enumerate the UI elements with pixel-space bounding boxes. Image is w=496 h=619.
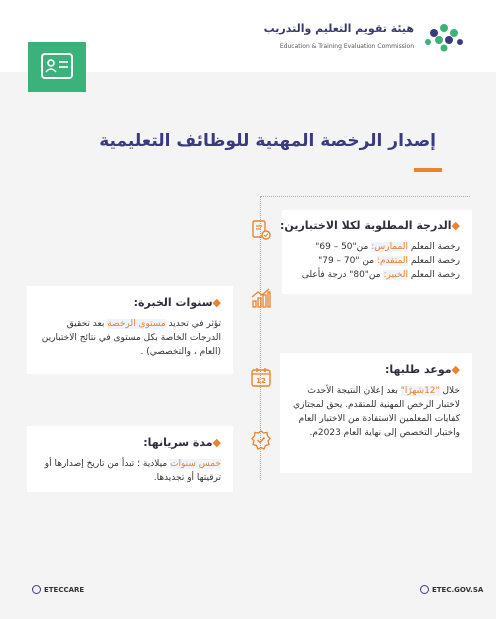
experience-card (27, 286, 233, 374)
degree-row-practitioner: رخصة المعلم الممارس: من"50 – 69" (315, 242, 460, 252)
page-title: إصدار الرخصة المهنية للوظائف التعليمية (99, 131, 436, 151)
calendar-day-number: 12 (256, 377, 266, 385)
degree-card (282, 210, 472, 294)
etec-logo (251, 20, 466, 60)
degree-heading: ◆الدرجة المطلوبة لكلا الاختبارين: (280, 219, 460, 232)
validity-heading: ◆مدة سريانها: (143, 436, 221, 449)
experience-text: تؤثر في تحديد مستوى الرخصة بعد تحقيق الدرجات الخاصة بكل مستوى في نتائج الاختبارين (العام ، والتخصصي) . (41, 319, 221, 357)
calendar-icon (250, 366, 272, 388)
globe-icon (420, 585, 429, 594)
care-icon (32, 585, 41, 594)
degree-row-expert: رخصة المعلم الخبير: من"80" درجة فأعلى (301, 270, 460, 280)
validity-card (27, 426, 233, 492)
title-underline (414, 168, 442, 172)
request-card (280, 353, 472, 473)
footer-website-link[interactable]: ETEC.GOV.SA (420, 585, 483, 594)
certificate-icon (250, 219, 272, 241)
org-name-en: Education & Training Evaluation Commission (279, 43, 414, 50)
badge-check-icon (250, 429, 272, 451)
growth-chart-icon (250, 287, 272, 309)
request-text: خلال "12شهرًا" بعد إعلان النتيجة الأحدث لاختبار الرخص المهنية للمتقدم. يحق لمجتازي كفايات المعلمين الاستفادة من الاختبار العام واختبار التخصص إلى نهاية العام 2023م. (293, 386, 460, 438)
validity-text: خمس سنوات ميلادية ؛ تبدأ من تاريخ إصدارها أو ترقيتها أو تجديدها. (44, 459, 221, 483)
org-name-ar: هيئة تقويم التعليم والتدريب (263, 22, 414, 35)
request-heading: ◆موعد طلبها: (384, 363, 460, 376)
footer-care-link[interactable]: ETECCARE (32, 585, 84, 594)
etec-logo-mark-icon (422, 20, 466, 56)
experience-heading: ◆سنوات الخبرة: (133, 296, 221, 309)
id-card-icon (40, 52, 74, 80)
id-card-tab (28, 42, 86, 92)
timeline-top-connector (260, 196, 470, 197)
degree-row-advanced: رخصة المعلم المتقدم: من "70 – 79" (318, 256, 460, 266)
